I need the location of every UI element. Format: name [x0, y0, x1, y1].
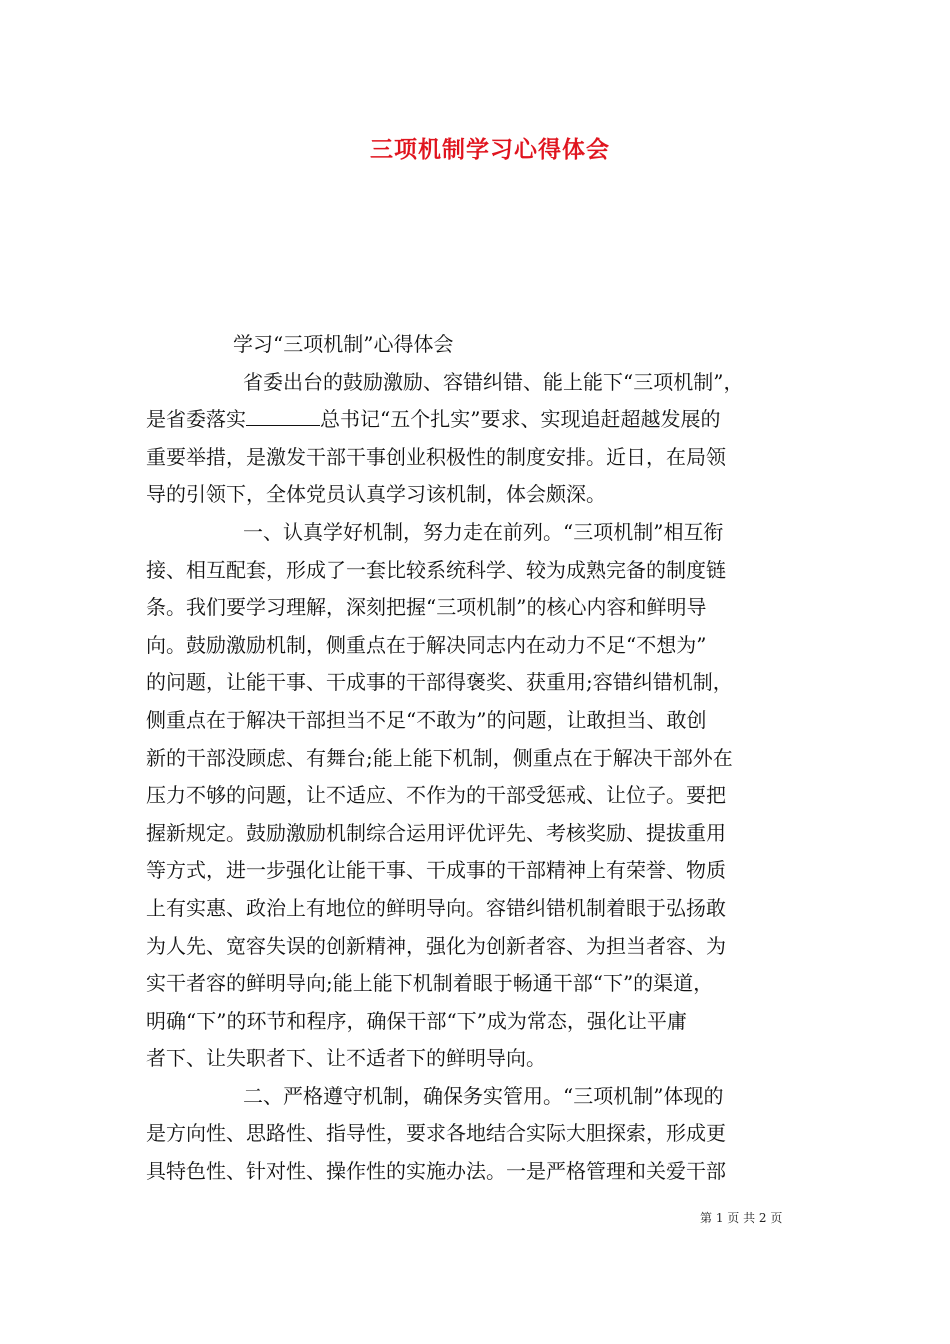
paragraph-1-line-2-before: 是省委落实 [146, 407, 246, 432]
paragraph-2-line-13: 实干者容的鲜明导向;能上能下机制着眼于畅通干部“下”的渠道， [146, 971, 714, 996]
paragraph-2-line-12: 为人先、宽容失误的创新精神，强化为创新者容、为担当者容、为 [146, 933, 726, 958]
paragraph-2-line-8: 压力不够的问题，让不适应、不作为的干部受惩戒、让位子。要把 [146, 783, 726, 808]
article-subtitle: 学习“三项机制”心得体会 [233, 332, 454, 356]
paragraph-2-line-1: 一、认真学好机制，努力走在前列。“三项机制”相互衔 [243, 519, 724, 544]
page-number-footer: 第 1 页 共 2 页 [700, 1211, 783, 1225]
paragraph-2-line-5: 的问题，让能干事、干成事的干部得褒奖、获重用;容错纠错机制， [146, 670, 733, 695]
paragraph-1-line-2 [146, 401, 812, 439]
paragraph-2-line-9: 握新规定。鼓励激励机制综合运用评优评先、考核奖励、提拔重用 [146, 820, 726, 845]
paragraph-2-line-14: 明确“下”的环节和程序，确保干部“下”成为常态，强化让平庸 [146, 1008, 687, 1033]
document-title: 三项机制学习心得体会 [370, 136, 610, 163]
paragraph-1-line-2-after: 总书记“五个扎实”要求、实现追赶超越发展的 [320, 407, 721, 432]
paragraph-2-line-4: 向。鼓励激励机制，侧重点在于解决同志内在动力不足“不想为” [146, 632, 707, 657]
paragraph-2-line-6: 侧重点在于解决干部担当不足“不敢为”的问题，让敢担当、敢创 [146, 707, 707, 732]
paragraph-1-line-4: 导的引领下，全体党员认真学习该机制，体会颇深。 [146, 482, 606, 507]
paragraph-2-line-7: 新的干部没顾虑、有舞台;能上能下机制，侧重点在于解决干部外在 [146, 745, 733, 770]
paragraph-2-line-10: 等方式，进一步强化让能干事、干成事的干部精神上有荣誉、物质 [146, 858, 726, 883]
paragraph-2-line-3: 条。我们要学习理解，深刻把握“三项机制”的核心内容和鲜明导 [146, 595, 707, 620]
paragraph-3-line-1: 二、严格遵守机制，确保务实管用。“三项机制”体现的 [243, 1083, 724, 1108]
paragraph-2-line-11: 上有实惠、政治上有地位的鲜明导向。容错纠错机制着眼于弘扬敢 [146, 895, 726, 920]
paragraph-3-line-2: 是方向性、思路性、指导性，要求各地结合实际大胆探索，形成更 [146, 1121, 726, 1146]
paragraph-1-line-1: 省委出台的鼓励激励、容错纠错、能上能下“三项机制”， [243, 369, 744, 394]
paragraph-2-line-2: 接、相互配套，形成了一套比较系统科学、较为成熟完备的制度链 [146, 557, 726, 582]
paragraph-2-line-15: 者下、让失职者下、让不适者下的鲜明导向。 [146, 1046, 546, 1071]
paragraph-1-line-3: 重要举措，是激发干部干事创业积极性的制度安排。近日，在局领 [146, 444, 726, 469]
paragraph-3-line-3: 具特色性、针对性、操作性的实施办法。一是严格管理和关爱干部 [146, 1159, 726, 1184]
blank-underline [246, 407, 320, 426]
document-body [146, 326, 812, 1191]
